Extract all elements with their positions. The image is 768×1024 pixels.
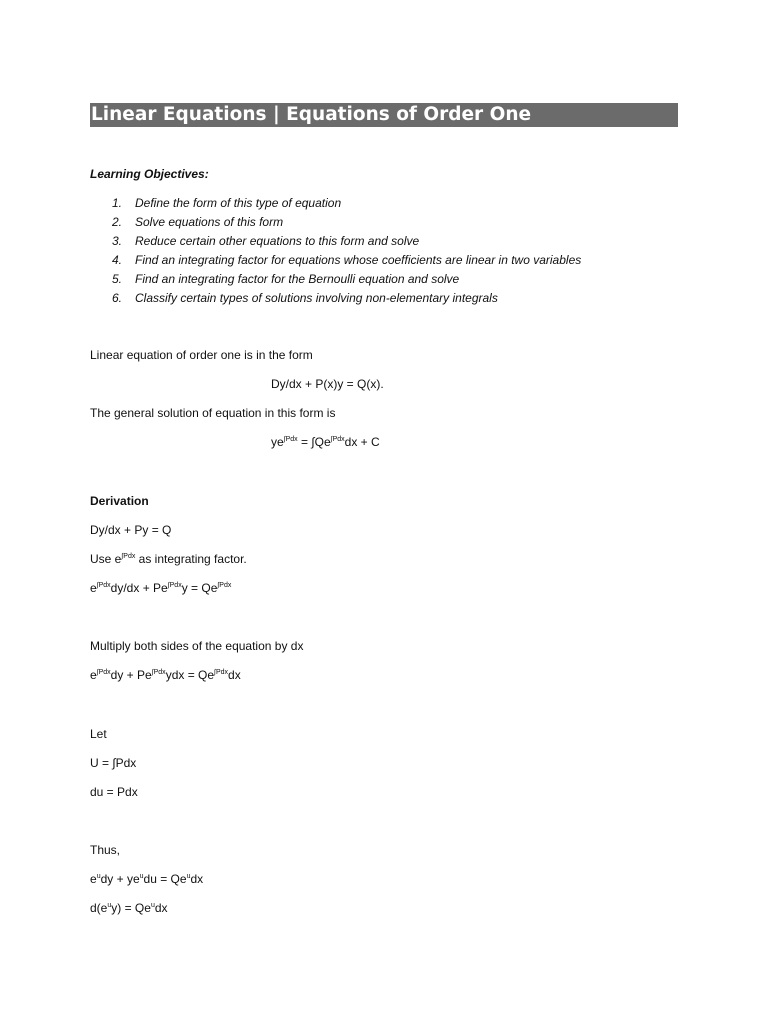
- equation-1: Dy/dx + Py = Q: [90, 523, 172, 537]
- objectives-heading: Learning Objectives:: [90, 167, 209, 181]
- equation-4: $e^udy + ye^udu = Qe^udx$: [90, 872, 204, 886]
- equation-5: $d(e^uy) = Qe^udx$: [90, 901, 168, 915]
- equation-2: $e^{\int Pdx}dy/dx + Pe^{\int Pdx}y = Qe^{\int Pdx}$: [90, 581, 232, 595]
- general-solution-equation: $ye^{\int Pdx} = \int Qe^{\int Pdx}dx + C$: [271, 435, 380, 449]
- list-item: 2. Solve equations of this form: [112, 215, 284, 229]
- objectives-list: [112, 195, 581, 309]
- list-item: 1. Define the form of this type of equation: [112, 196, 342, 210]
- intro-text: Linear equation of order one is in the form: [90, 348, 313, 362]
- thus-text: Thus,: [90, 843, 121, 857]
- multiply-text: Multiply both sides of the equation by dx: [90, 639, 304, 653]
- derivation-heading: Derivation: [90, 494, 149, 508]
- u-definition: U = ∫Pdx: [90, 756, 137, 770]
- equation-3: $e^{\int Pdx}dy + Pe^{\int Pdx}ydx = Qe^{\int Pdx}dx$: [90, 668, 241, 682]
- page-title: Linear Equations | Equations of Order One: [90, 103, 678, 127]
- list-item: 6. Classify certain types of solutions involving non-elementary integrals: [112, 291, 498, 305]
- list-item: 3. Reduce certain other equations to this form and solve: [112, 234, 420, 248]
- let-text: Let: [90, 727, 107, 741]
- du-definition: du = Pdx: [90, 785, 138, 799]
- general-solution-text: The general solution of equation in this form is: [90, 406, 336, 420]
- integrating-factor-text: Use $e^{\int Pdx}$ as integrating factor.: [90, 552, 247, 566]
- form-equation: Dy/dx + P(x)y = Q(x).: [271, 377, 384, 391]
- list-item: 4. Find an integrating factor for equations whose coefficients are linear in two variables: [112, 253, 582, 267]
- list-item: 5. Find an integrating factor for the Bernoulli equation and solve: [112, 272, 460, 286]
